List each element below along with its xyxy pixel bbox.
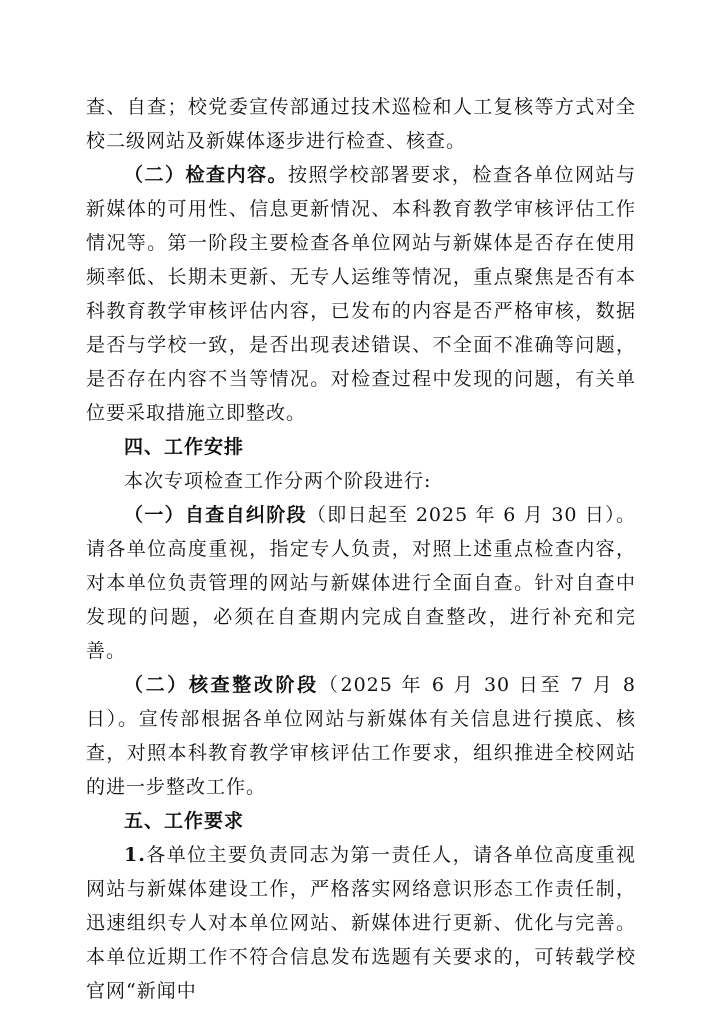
paragraph-text: 查、自查；校党委宣传部通过技术巡检和人工复核等方式对全校二级网站及新媒体逐步进行检查、核查。 — [86, 96, 636, 152]
document-body — [86, 90, 636, 1008]
paragraph-lead-bold: （一）自查自纠阶段 — [124, 504, 307, 526]
paragraph-self-check-stage — [86, 498, 636, 668]
paragraph-text: （即日起至 2025 年 6 月 30 日）。 请各单位高度重视，指定专人负责，对照上述重点检查内容，对本单位负责管理的网站与新媒体进行全面自查。针对自查中发现的问题，必须在自查期内完成自查整改，进行补充和完善。 — [86, 504, 636, 662]
section-heading-work-requirements: 五、工作要求 — [124, 810, 245, 832]
paragraph-requirement-1 — [86, 838, 636, 1008]
paragraph-continued-inspection — [86, 90, 636, 158]
paragraph-two-stages — [86, 464, 636, 498]
paragraph-lead-bold: （二）检查内容。 — [124, 164, 288, 186]
section-heading-work-arrangement: 四、工作安排 — [124, 436, 245, 458]
paragraph-inspection-content — [86, 158, 636, 430]
paragraph-text: 按照学校部署要求，检查各单位网站与新媒体的可用性、信息更新情况、本科教育教学审核评估工作情况等。第一阶段主要检查各单位网站与新媒体是否存在使用频率低、长期未更新、无专人运维等情况，重点聚焦是否有本科教育教学审核评估内容，已发布的内容是否严格审核，数据是否与学校一致，是否出现表述错误、不全面不准确等问题，是否存在内容不当等情况。对检查过程中发现的问题，有关单位要采取措施立即整改。 — [86, 164, 636, 424]
paragraph-lead-bold: （二）核查整改阶段 — [124, 674, 319, 696]
paragraph-text: 本次专项检查工作分两个阶段进行: — [124, 470, 432, 492]
paragraph-review-rectify-stage — [86, 668, 636, 804]
paragraph-text: 各单位主要负责同志为第一责任人，请各单位高度重视网站与新媒体建设工作，严格落实网络意识形态工作责任制，迅速组织专人对本单位网站、新媒体进行更新、优化与完善。本单位近期工作不符合信息发布选题有关要求的，可转载学校官网“新闻中 — [86, 844, 636, 1002]
paragraph-text: （2025 年 6 月 30 日至 7 月 8 日）。宣传部根据各单位网站与新媒体有关信息进行摸底、核查，对照本科教育教学审核评估工作要求，组织推进全校网站的进一步整改工作。 — [86, 674, 636, 798]
paragraph-lead-bold: 1. — [124, 844, 146, 866]
